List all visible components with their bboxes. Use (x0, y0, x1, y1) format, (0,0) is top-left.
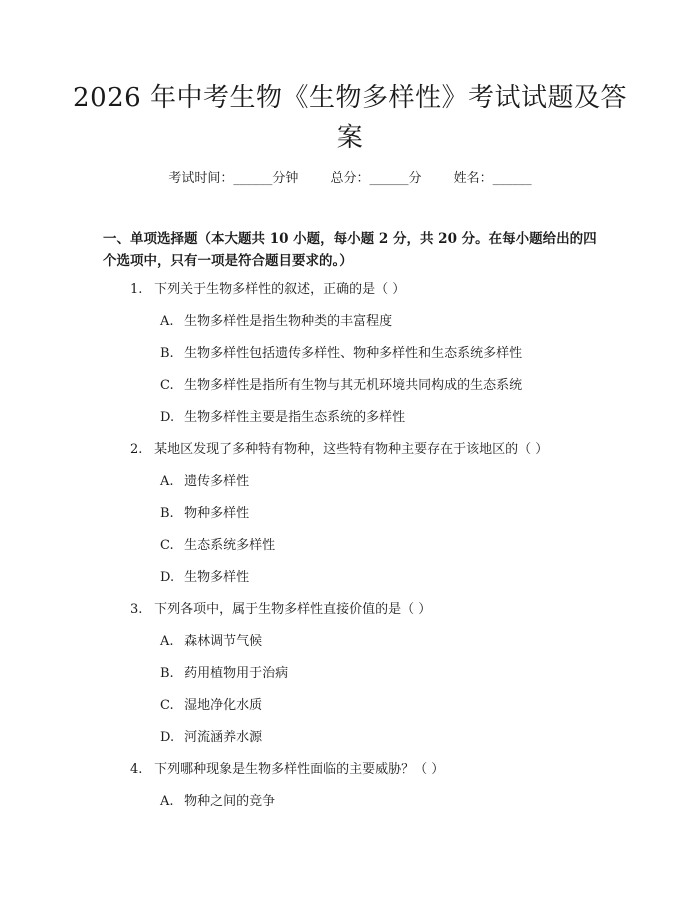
exam-info (0, 169, 700, 189)
question-text: 下列关于生物多样性的叙述，正确的是（ ） (154, 282, 406, 297)
option-text: 生物多样性主要是指生态系统的多样性 (184, 410, 406, 425)
question-1-option-c (160, 376, 522, 396)
question-2 (130, 440, 548, 460)
option-text: 物种多样性 (184, 506, 250, 521)
option-letter: A. (160, 474, 174, 489)
option-letter: A. (160, 634, 174, 649)
total-score-field: 总分：______分 (330, 171, 422, 186)
question-2-option-c (160, 536, 275, 556)
option-letter: D. (160, 730, 175, 745)
option-letter: B. (160, 666, 174, 681)
student-name-field: 姓名：______ (453, 171, 532, 186)
option-text: 生态系统多样性 (184, 538, 276, 553)
option-letter: C. (160, 538, 174, 553)
question-4 (130, 760, 444, 780)
question-3 (130, 600, 431, 620)
question-number: 2. (130, 442, 143, 457)
option-letter: B. (160, 346, 174, 361)
option-text: 生物多样性 (184, 570, 250, 585)
option-letter: C. (160, 698, 174, 713)
section-heading: 一、单项选择题（本大题共 10 小题，每小题 2 分，共 20 分。在每小题给出的四个选项中，只有一项是符合题目要求的。） (103, 231, 597, 269)
question-number: 1. (130, 282, 143, 297)
option-letter: D. (160, 410, 175, 425)
option-letter: A. (160, 794, 174, 809)
question-2-option-a (160, 472, 249, 492)
question-1 (130, 280, 405, 300)
question-1-option-b (160, 344, 522, 364)
option-letter: B. (160, 506, 174, 521)
question-2-option-b (160, 504, 249, 524)
question-4-option-a (160, 792, 275, 812)
question-3-option-b (160, 664, 288, 684)
question-3-option-d (160, 728, 262, 748)
question-text: 下列各项中，属于生物多样性直接价值的是（ ） (154, 602, 432, 617)
option-text: 药用植物用于治病 (184, 666, 289, 681)
question-3-option-a (160, 632, 262, 652)
option-text: 遗传多样性 (184, 474, 250, 489)
option-letter: C. (160, 378, 174, 393)
option-text: 生物多样性是指生物种类的丰富程度 (184, 314, 393, 329)
question-text: 某地区发现了多种特有物种，这些特有物种主要存在于该地区的（ ） (154, 442, 549, 457)
question-2-option-d (160, 568, 249, 588)
question-number: 3. (130, 602, 143, 617)
question-1-option-a (160, 312, 392, 332)
option-text: 物种之间的竞争 (184, 794, 276, 809)
question-1-option-d (160, 408, 405, 428)
exam-time-field: 考试时间：______分钟 (168, 171, 299, 186)
question-3-option-c (160, 696, 262, 716)
page-title: 2026 年中考生物《生物多样性》考试试题及答案 (73, 83, 627, 153)
option-text: 湿地净化水质 (184, 698, 263, 713)
option-text: 河流涵养水源 (184, 730, 263, 745)
question-number: 4. (130, 762, 143, 777)
option-letter: A. (160, 314, 174, 329)
question-text: 下列哪种现象是生物多样性面临的主要威胁？（ ） (154, 762, 445, 777)
option-text: 生物多样性包括遗传多样性、物种多样性和生态系统多样性 (184, 346, 523, 361)
option-text: 森林调节气候 (184, 634, 263, 649)
option-letter: D. (160, 570, 175, 585)
option-text: 生物多样性是指所有生物与其无机环境共同构成的生态系统 (184, 378, 523, 393)
